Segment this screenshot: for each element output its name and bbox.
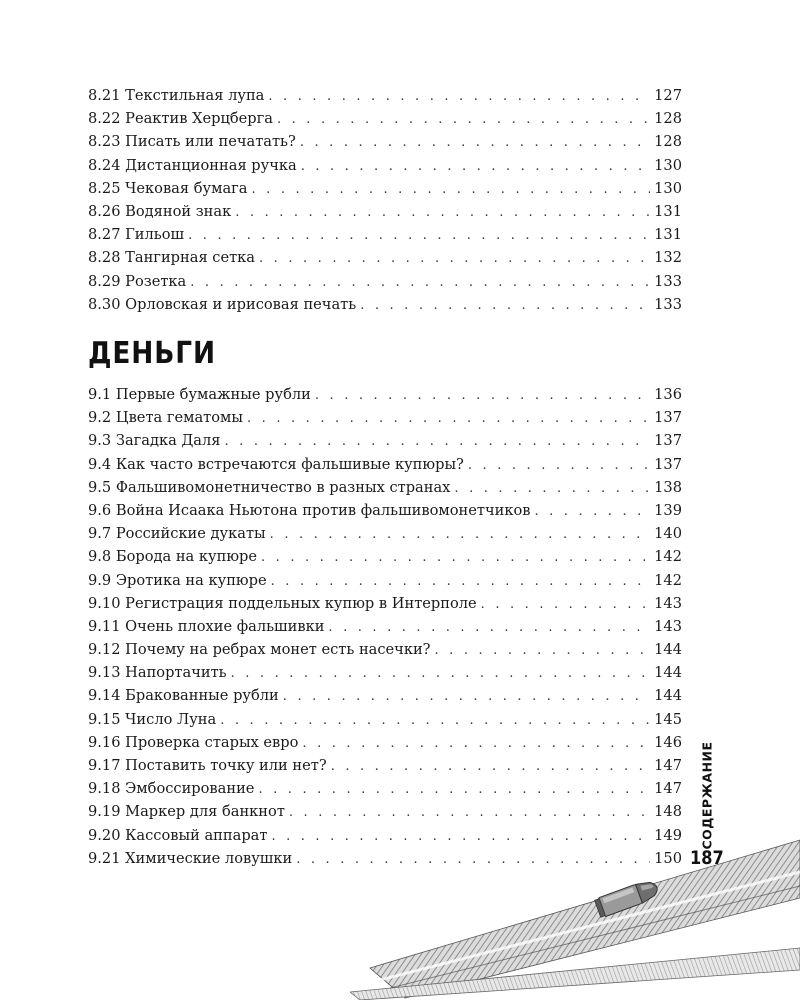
dot-leader xyxy=(302,732,650,755)
toc-entry-number: 9.8 xyxy=(88,548,112,566)
toc-entry-title xyxy=(88,522,270,545)
toc-entry-page: 148 xyxy=(654,803,682,821)
toc-entry xyxy=(88,592,682,615)
toc-entry-text: Очень плохие фальшивки xyxy=(125,617,325,635)
toc-entry-title xyxy=(88,777,258,800)
toc-entry-page: 137 xyxy=(654,409,682,427)
toc-entry xyxy=(88,246,682,269)
toc-entry-number: 8.30 xyxy=(88,295,121,313)
toc-entry-page: 140 xyxy=(654,525,682,543)
toc-entry-text: Российские дукаты xyxy=(115,525,266,543)
dot-leader xyxy=(258,778,650,801)
toc-entry-title xyxy=(88,569,271,592)
toc-entry-title xyxy=(88,476,454,499)
toc-entry-number: 9.11 xyxy=(88,617,121,635)
dot-leader xyxy=(468,454,650,477)
toc-entry xyxy=(88,130,682,153)
dot-leader xyxy=(360,294,650,317)
toc-entry-page: 127 xyxy=(654,87,682,104)
toc-entry-number: 9.21 xyxy=(88,849,121,867)
toc-entry-number: 9.13 xyxy=(88,664,121,682)
dot-leader xyxy=(435,639,651,662)
toc-entry-page: 133 xyxy=(654,295,682,313)
toc-entry-number: 9.20 xyxy=(88,826,121,844)
toc-entry-page: 130 xyxy=(654,179,682,197)
toc-entry-text: Регистрация поддельных купюр в Интерполе xyxy=(125,594,477,612)
toc-entry xyxy=(88,383,682,406)
toc-entry-number: 9.9 xyxy=(88,571,112,589)
toc-entry-number: 8.23 xyxy=(88,133,121,151)
toc-entry xyxy=(88,429,682,452)
bullet-tape-illustration xyxy=(350,820,800,1000)
toc-entry-page: 137 xyxy=(654,455,682,473)
toc-entry-title xyxy=(88,708,220,731)
toc-entry xyxy=(88,84,682,107)
dot-leader xyxy=(277,108,650,131)
toc-entry-page: 133 xyxy=(654,272,682,290)
toc-entry-text: Проверка старых евро xyxy=(125,733,299,751)
dot-leader xyxy=(235,201,650,224)
toc-entry-page: 146 xyxy=(654,733,682,751)
toc-entry-title xyxy=(88,270,190,293)
toc-entry-title xyxy=(88,383,315,406)
dot-leader xyxy=(300,131,650,154)
toc-entry-text: Текстильная лупа xyxy=(125,87,265,104)
toc-entry xyxy=(88,154,682,177)
toc-entry xyxy=(88,684,682,707)
toc-entry-page: 150 xyxy=(654,849,682,867)
toc-entry-title xyxy=(88,684,283,707)
toc-entry xyxy=(88,777,682,800)
toc-entry-text: Тангирная сетка xyxy=(125,249,255,267)
toc-entry-number: 9.3 xyxy=(88,432,112,450)
toc-entry-number: 8.21 xyxy=(88,87,121,104)
toc-entry-title xyxy=(88,223,188,246)
toc-entry-number: 8.27 xyxy=(88,226,121,244)
toc-entry-text: Маркер для банкнот xyxy=(125,803,285,821)
toc-entry-title xyxy=(88,406,247,429)
toc-entry-text: Цвета гематомы xyxy=(115,409,244,427)
toc-entry-number: 9.4 xyxy=(88,455,112,473)
toc-entry xyxy=(88,522,682,545)
toc-entry-page: 128 xyxy=(654,110,682,128)
toc-entry-title xyxy=(88,638,435,661)
toc-entry-text: Кассовый аппарат xyxy=(125,826,268,844)
toc-entry-number: 8.29 xyxy=(88,272,121,290)
toc-entry xyxy=(88,754,682,777)
toc-entry-text: Гильош xyxy=(125,226,185,244)
dot-leader xyxy=(247,407,650,430)
toc-entry-text: Фальшивомонетничество в разных странах xyxy=(115,478,451,496)
toc-entry-number: 8.24 xyxy=(88,156,121,174)
toc-entry-page: 147 xyxy=(654,780,682,798)
toc-entry-title xyxy=(88,293,360,316)
dot-leader xyxy=(454,477,650,500)
dot-leader xyxy=(188,224,650,247)
toc-entry-text: Загадка Даля xyxy=(115,432,221,450)
toc-entry-text: Эротика на купюре xyxy=(115,571,267,589)
toc-entry-title xyxy=(88,246,259,269)
toc-entry-number: 9.2 xyxy=(88,409,112,427)
toc-entry-text: Напортачить xyxy=(125,664,227,682)
dot-leader xyxy=(328,616,650,639)
toc-entry-page: 130 xyxy=(654,156,682,174)
toc-entry-number: 9.16 xyxy=(88,733,121,751)
toc-entry-number: 9.6 xyxy=(88,501,112,519)
toc-entry-title xyxy=(88,754,331,777)
toc-entry xyxy=(88,545,682,568)
toc-entry-text: Число Луна xyxy=(125,710,217,728)
toc-entry-page: 147 xyxy=(654,757,682,774)
toc-entry-number: 8.22 xyxy=(88,110,121,128)
toc-entry-text: Бракованные рубли xyxy=(125,687,279,705)
page-number: 187 xyxy=(690,847,724,869)
dot-leader xyxy=(220,709,650,732)
toc-entry xyxy=(88,731,682,754)
toc-entry-page: 142 xyxy=(654,571,682,589)
dot-leader xyxy=(261,546,650,569)
toc-entry-title xyxy=(88,800,289,823)
dot-leader xyxy=(534,500,650,523)
toc-entry-page: 143 xyxy=(654,594,682,612)
toc-entry-text: Водяной знак xyxy=(125,202,232,220)
toc-entry-number: 9.1 xyxy=(88,386,112,403)
dot-leader xyxy=(301,155,650,178)
toc-entry-page: 143 xyxy=(654,617,682,635)
toc-entry-page: 131 xyxy=(654,226,682,244)
toc-entry-title xyxy=(88,592,481,615)
toc-entry xyxy=(88,661,682,684)
toc-entry-number: 9.17 xyxy=(88,757,121,774)
toc-entry-title xyxy=(88,453,468,476)
toc-entry xyxy=(88,499,682,522)
toc-entry-page: 137 xyxy=(654,432,682,450)
toc-entry-text: Борода на купюре xyxy=(115,548,258,566)
toc-entry-title xyxy=(88,154,301,177)
toc-entry-text: Чековая бумага xyxy=(125,179,248,197)
toc-entry xyxy=(88,223,682,246)
toc-entry-text: Реактив Херцберга xyxy=(125,110,273,128)
toc-entry-text: Первые бумажные рубли xyxy=(115,386,311,403)
toc-entry-title xyxy=(88,499,534,522)
toc-entry-title xyxy=(88,824,271,847)
toc-entry-number: 9.18 xyxy=(88,780,121,798)
dot-leader xyxy=(231,662,651,685)
toc-entry-text: Орловская и ирисовая печать xyxy=(125,295,357,313)
toc-entry-page: 144 xyxy=(654,664,682,682)
toc-entry-title xyxy=(88,177,252,200)
toc-entry-title xyxy=(88,429,225,452)
toc-block-chapter-8 xyxy=(88,84,682,316)
toc-entry xyxy=(88,615,682,638)
toc-entry-title xyxy=(88,107,277,130)
dot-leader xyxy=(283,685,650,708)
toc-entry-number: 9.10 xyxy=(88,594,121,612)
dot-leader xyxy=(225,430,651,453)
toc-entry-page: 144 xyxy=(654,687,682,705)
toc-entry-number: 9.19 xyxy=(88,803,121,821)
dot-leader xyxy=(252,178,651,201)
dot-leader xyxy=(259,247,650,270)
toc-entry xyxy=(88,270,682,293)
toc-entry xyxy=(88,200,682,223)
toc-entry-number: 8.25 xyxy=(88,179,121,197)
side-label-text: СОДЕРЖАНИЕ xyxy=(699,740,715,850)
dot-leader xyxy=(190,271,650,294)
dot-leader xyxy=(268,85,650,108)
toc-entry-title xyxy=(88,661,231,684)
toc-entry-page: 144 xyxy=(654,641,682,659)
toc-entry-text: Розетка xyxy=(125,272,187,290)
toc-entry-title xyxy=(88,731,302,754)
toc-entry-number: 9.12 xyxy=(88,641,121,659)
toc-entry-page: 136 xyxy=(654,386,682,403)
toc-entry xyxy=(88,107,682,130)
toc-entry-number: 9.7 xyxy=(88,525,112,543)
toc-entry-page: 128 xyxy=(654,133,682,151)
toc-block-money xyxy=(88,383,682,870)
toc-entry-number: 9.14 xyxy=(88,687,121,705)
toc-entry-title xyxy=(88,200,235,223)
toc-entry-number: 9.5 xyxy=(88,478,112,496)
toc-entry-title xyxy=(88,847,296,870)
toc-entry-text: Дистанционная ручка xyxy=(125,156,297,174)
dot-leader xyxy=(331,755,650,778)
toc-entry-text: Как часто встречаются фальшивые купюры? xyxy=(115,455,464,473)
toc-entry-title xyxy=(88,130,300,153)
toc-entry-number: 9.15 xyxy=(88,710,121,728)
toc-entry-text: Почему на ребрах монет есть насечки? xyxy=(125,641,431,659)
toc-entry-page: 132 xyxy=(654,249,682,267)
toc-entry xyxy=(88,638,682,661)
toc-entry-text: Поставить точку или нет? xyxy=(125,757,327,774)
toc-entry-page: 131 xyxy=(654,202,682,220)
dot-leader xyxy=(271,570,651,593)
toc-entry-title xyxy=(88,84,268,107)
toc-entry-page: 142 xyxy=(654,548,682,566)
section-heading: ДЕНЬГИ xyxy=(88,336,216,371)
toc-entry xyxy=(88,569,682,592)
toc-entry xyxy=(88,453,682,476)
toc-entry-title xyxy=(88,545,261,568)
dot-leader xyxy=(315,384,650,407)
toc-entry-title xyxy=(88,615,328,638)
toc-entry xyxy=(88,708,682,731)
toc-entry xyxy=(88,476,682,499)
dot-leader xyxy=(481,593,650,616)
toc-entry-number: 8.28 xyxy=(88,249,121,267)
toc-entry-text: Писать или печатать? xyxy=(125,133,296,151)
toc-entry xyxy=(88,177,682,200)
toc-entry-text: Эмбоссирование xyxy=(125,780,255,798)
dot-leader xyxy=(270,523,650,546)
toc-entry-page: 149 xyxy=(654,826,682,844)
toc-entry-page: 145 xyxy=(654,710,682,728)
toc-entry-number: 8.26 xyxy=(88,202,121,220)
toc-entry-text: Война Исаака Ньютона против фальшивомонетчиков xyxy=(115,501,531,519)
toc-entry xyxy=(88,293,682,316)
toc-entry-text: Химические ловушки xyxy=(125,849,293,867)
toc-entry-page: 139 xyxy=(654,501,682,519)
toc-entry-page: 138 xyxy=(654,478,682,496)
toc-entry xyxy=(88,406,682,429)
